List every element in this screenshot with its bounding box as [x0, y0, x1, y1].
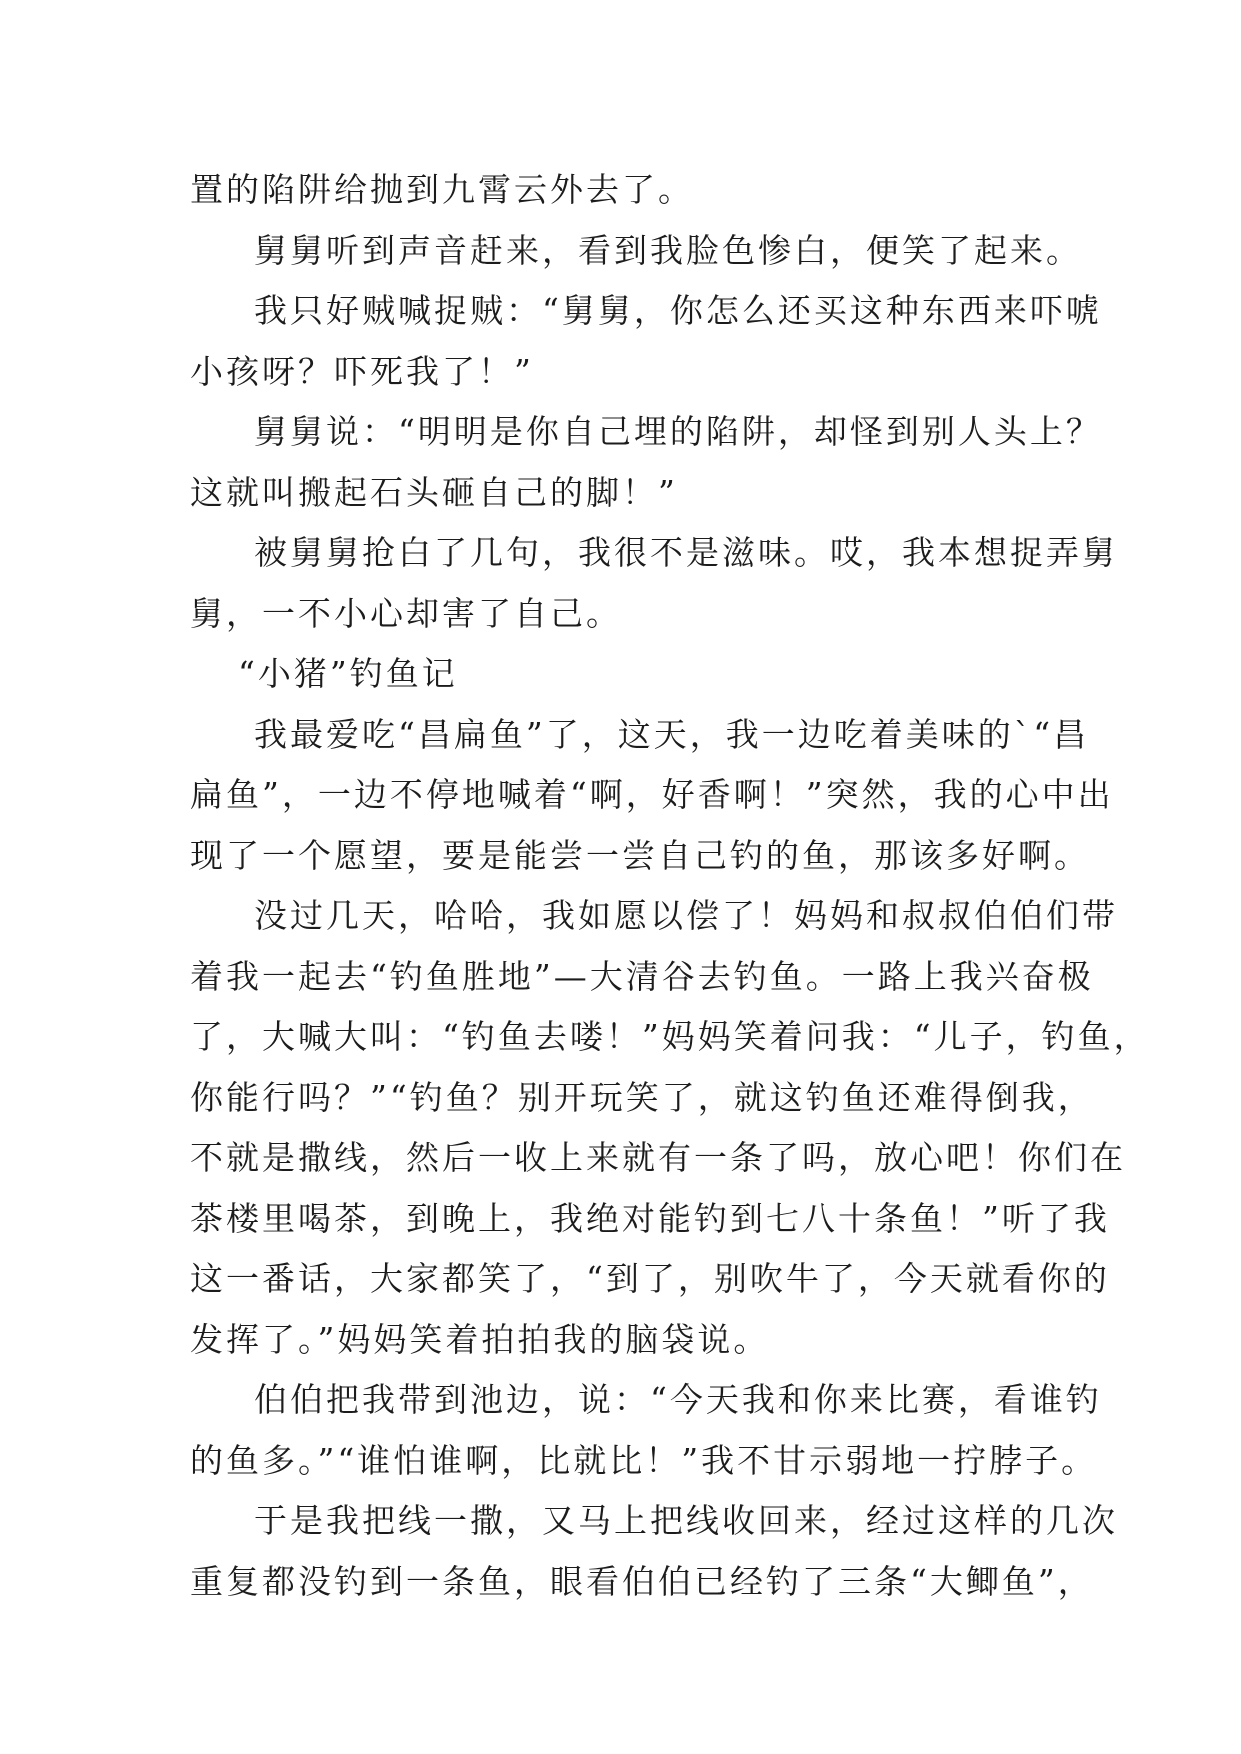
text-line: 的鱼多。”“谁怕谁啊，比就比！”我不甘示弱地一拧脖子。 [190, 1440, 1098, 1480]
text-line: 你能行吗？”“钓鱼？别开玩笑了，就这钓鱼还难得倒我， [190, 1077, 1094, 1117]
text-line: 重复都没钓到一条鱼，眼看伯伯已经钓了三条“大鲫鱼”， [190, 1561, 1094, 1601]
text-line: 茶楼里喝茶，到晚上，我绝对能钓到七八十条鱼！”听了我 [190, 1198, 1110, 1238]
text-line: 发挥了。”妈妈笑着拍拍我的脑袋说。 [190, 1319, 770, 1359]
paragraph-uncle-arrives [190, 221, 1082, 282]
text-line: 舅舅听到声音赶来，看到我脸色惨白，便笑了起来。 [254, 230, 1082, 270]
text-line: 现了一个愿望，要是能尝一尝自己钓的鱼，那该多好啊。 [190, 835, 1090, 875]
paragraph-casting [190, 1491, 1118, 1612]
paragraph-trap-ending [190, 160, 1070, 221]
text-line: 没过几天，哈哈，我如愿以偿了！妈妈和叔叔伯伯们带 [254, 896, 1118, 935]
text-line: 小孩呀？吓死我了！” [190, 351, 534, 391]
paragraph-uncle-reply [190, 402, 1102, 523]
paragraph-regret [190, 523, 1118, 644]
text-line: 扁鱼”，一边不停地喊着“啊，好香啊！”突然，我的心中出 [190, 775, 1114, 814]
text-line: 舅舅说：“明明是你自己埋的陷阱，却怪到别人头上？ [254, 412, 1102, 451]
text-line: 我最爱吃“昌扁鱼”了，这天，我一边吃着美味的`“昌 [254, 714, 1090, 754]
title-line: “小猪”钓鱼记 [238, 654, 458, 693]
paragraph-blame [190, 281, 1102, 402]
document-body [190, 160, 1150, 1612]
text-line: 于是我把线一撒，又马上把线收回来，经过这样的几次 [254, 1501, 1118, 1540]
text-line: 我只好贼喊捉贼：“舅舅，你怎么还买这种东西来吓唬 [254, 291, 1102, 330]
text-line: 着我一起去“钓鱼胜地”—大清谷去钓鱼。一路上我兴奋极 [190, 956, 1094, 996]
text-line: 了，大喊大叫：“钓鱼去喽！”妈妈笑着问我：“儿子，钓鱼， [190, 1017, 1150, 1056]
paragraph-fishing-trip [190, 886, 1150, 1370]
paragraph-competition [190, 1370, 1102, 1491]
text-line: 这就叫搬起石头砸自己的脚！” [190, 472, 678, 512]
text-line: 伯伯把我带到池边，说：“今天我和你来比赛，看谁钓 [254, 1380, 1102, 1419]
paragraph-favorite-fish [190, 705, 1114, 887]
text-line: 置的陷阱给抛到九霄云外去了。 [190, 170, 694, 209]
text-line: 被舅舅抢白了几句，我很不是滋味。哎，我本想捉弄舅 [254, 533, 1118, 572]
text-line: 这一番话，大家都笑了，“到了，别吹牛了，今天就看你的 [190, 1259, 1110, 1298]
text-line: 舅，一不小心却害了自己。 [190, 593, 622, 633]
text-line: 不就是撒线，然后一收上来就有一条了吗，放心吧！你们在 [190, 1138, 1126, 1177]
essay-title [190, 644, 1070, 705]
